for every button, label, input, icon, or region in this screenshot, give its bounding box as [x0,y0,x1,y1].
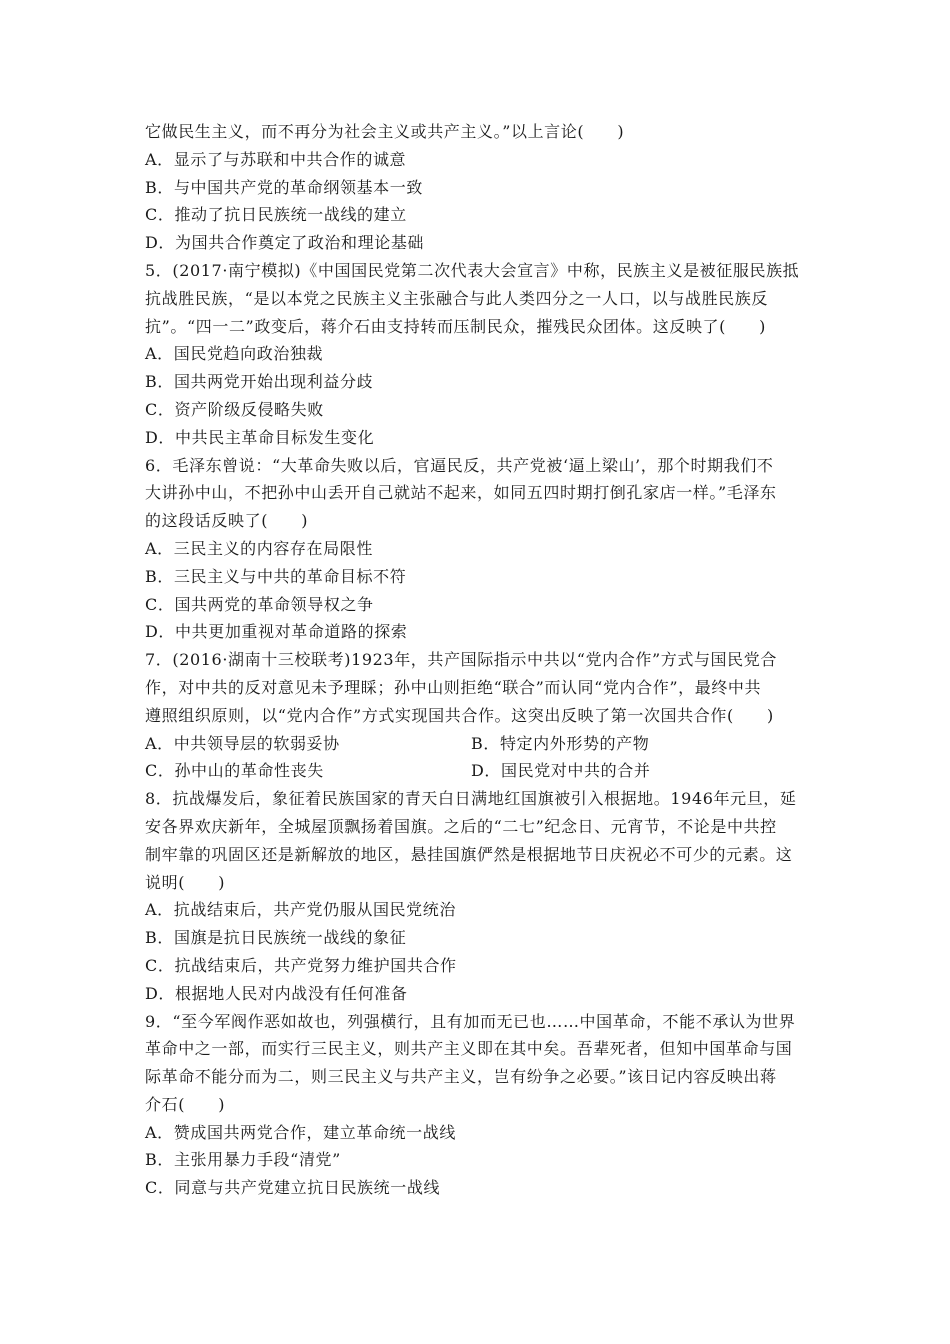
question-list [145,118,810,1202]
q7-stem-line: 遵照组织原则，以“党内合作”方式实现国共合作。这突出反映了第一次国共合作( ) [145,705,774,725]
q7-stem-line: 7．(2016·湖南十三校联考)1923年，共产国际指示中共以“党内合作”方式与国民党合 [145,650,777,670]
q6-stem-line: 大讲孙中山，不把孙中山丢开自己就站不起来，如同五四时期打倒孔家店一样。”毛泽东 [145,483,777,503]
option-b: B．与中国共产党的革命纲领基本一致 [145,177,423,197]
q8-stem-line: 8．抗战爆发后，象征着民族国家的青天白日满地红国旗被引入根据地。1946年元旦，延 [145,789,797,809]
option-d: D．为国共合作奠定了政治和理论基础 [145,233,425,253]
option-a: A．显示了与苏联和中共合作的诚意 [145,149,407,169]
q5-option-d: D．中共民主革命目标发生变化 [145,427,375,447]
q5-stem-line: 5．(2017·南宁模拟)《中国国民党第二次代表大会宣言》中称，民族主义是被征服民族抵 [145,260,800,280]
q7-stem-line: 作，对中共的反对意见未予理睬；孙中山则拒绝“联合”而认同“党内合作”，最终中共 [145,677,762,697]
option-c: C．推动了抗日民族统一战线的建立 [145,205,407,225]
q9-stem-line: 介石( ) [145,1094,226,1114]
q7-option-b: B．特定内外形势的产物 [471,733,650,753]
q9-option-c: C．同意与共产党建立抗日民族统一战线 [145,1178,441,1198]
q5-option-a: A．国民党趋向政治独裁 [145,344,324,364]
q6-option-b: B．三民主义与中共的革命目标不符 [145,566,407,586]
q7-option-c: C．孙中山的革命性丧失 [145,761,324,781]
q9-stem-line: 革命中之一部，而实行三民主义，则共产主义即在其中矣。吾辈死者，但知中国革命与国 [145,1039,793,1059]
lead-stem-line: 它做民生主义，而不再分为社会主义或共产主义。”以上言论( ) [145,122,625,141]
q6-stem-line: 6．毛泽东曾说：“大革命失败以后，官逼民反，共产党被‘逼上梁山’，那个时期我们不 [145,455,774,475]
q8-stem-line: 制牢靠的巩固区还是新解放的地区，悬挂国旗俨然是根据地节日庆祝必不可少的元素。这 [145,844,793,864]
q7-options-row [145,757,810,785]
q5-option-b: B．国共两党开始出现利益分歧 [145,372,374,392]
q8-stem-line: 安各界欢庆新年，全城屋顶飘扬着国旗。之后的“二七”纪念日、元宵节，不论是中共控 [145,816,777,836]
q5-stem-line: 抗战胜民族，“是以本党之民族主义主张融合与此人类四分之一人口，以与战胜民族反 [145,288,768,308]
q9-stem-line: 际革命不能分而为二，则三民主义与共产主义，岂有纷争之必要。”该日记内容反映出蒋 [145,1067,777,1087]
q7-option-d: D．国民党对中共的合并 [471,761,651,781]
q8-option-a: A．抗战结束后，共产党仍服从国民党统治 [145,900,456,920]
q8-option-d: D．根据地人民对内战没有任何准备 [145,983,408,1003]
q5-stem-line: 抗”。“四一二”政变后，蒋介石由支持转而压制民众，摧残民众团体。这反映了( ) [145,316,767,336]
q8-option-c: C．抗战结束后，共产党努力维护国共合作 [145,955,457,975]
q8-option-b: B．国旗是抗日民族统一战线的象征 [145,928,407,948]
q6-stem-line: 的这段话反映了( ) [145,511,309,531]
q6-option-a: A．三民主义的内容存在局限性 [145,538,373,558]
q6-option-d: D．中共更加重视对革命道路的探索 [145,622,408,642]
q7-option-a: A．中共领导层的软弱妥协 [145,733,340,753]
q8-stem-line: 说明( ) [145,872,226,892]
q9-stem-line: 9．“至今军阀作恶如故也，列强横行，且有加而无已也……中国革命，不能不承认为世界 [145,1011,796,1031]
q9-option-a: A．赞成国共两党合作，建立革命统一战线 [145,1122,456,1142]
q9-option-b: B．主张用暴力手段“清党” [145,1150,341,1170]
q5-option-c: C．资产阶级反侵略失败 [145,399,324,419]
q6-option-c: C．国共两党的革命领导权之争 [145,594,374,614]
q7-options-row [145,730,810,758]
